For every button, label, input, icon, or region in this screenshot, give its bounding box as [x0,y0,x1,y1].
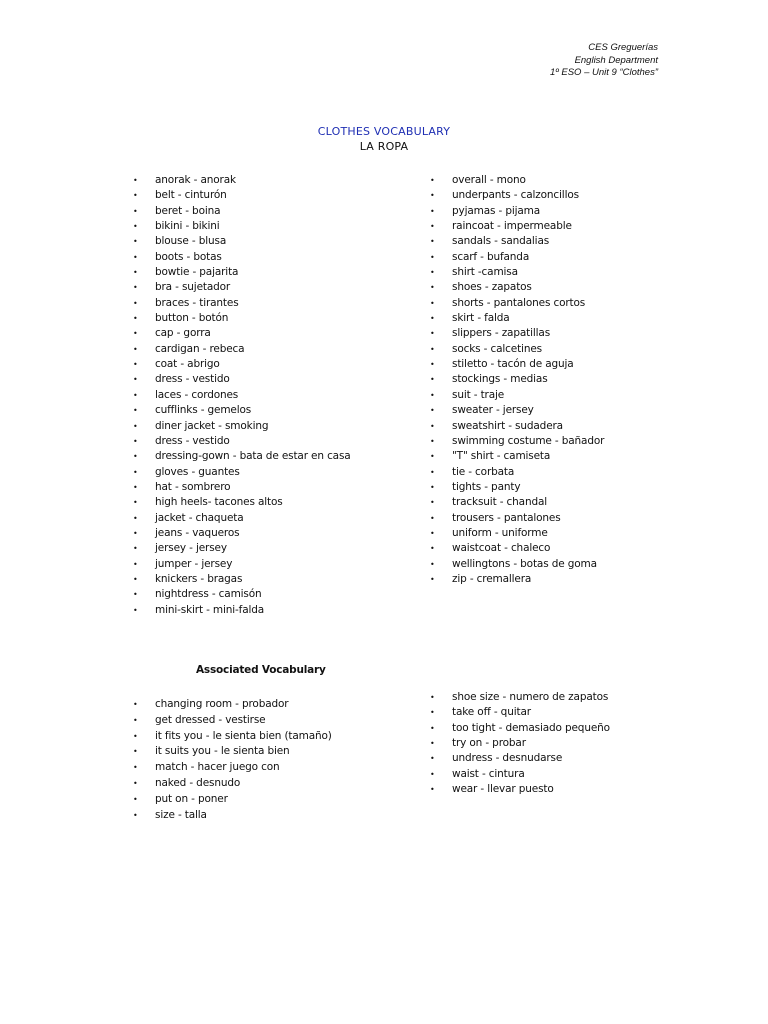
vocab-entry: tights - panty [452,480,521,493]
vocab-entry: shoes - zapatos [452,281,532,294]
list-item [133,419,351,434]
bullet-icon: • [133,406,138,416]
vocab-entry: sandals - sandalias [452,235,550,248]
vocab-entry: scarf - bufanda [452,250,530,263]
list-item [133,434,351,449]
bullet-icon: • [133,467,138,477]
bullet-icon: • [133,176,138,185]
list-item [430,326,604,341]
list-item [430,526,604,541]
vocab-entry: mini-skirt - mini-falda [155,603,265,616]
vocab-entry: changing room - probador [155,698,289,710]
list-item [133,557,351,572]
list-item [430,357,604,372]
list-item [430,782,610,797]
clothes-list-left [133,173,351,618]
vocab-entry: it fits you - le sienta bien (tamaño) [155,729,332,742]
vocab-entry: pyjamas - pijama [452,204,541,217]
vocab-entry: match - hacer juego con [155,761,280,774]
bullet-icon: • [133,559,138,569]
bullet-icon: • [133,590,138,600]
list-item [430,736,610,751]
list-item [133,713,332,729]
unit-label: 1º ESO – Unit 9 “Clothes” [549,67,658,78]
list-item [430,265,604,280]
bullet-icon: • [133,191,138,201]
list-item [430,495,604,510]
list-item [133,511,351,526]
vocab-entry: wellingtons - botas de goma [452,557,597,570]
associated-vocabulary-heading: Associated Vocabulary [196,664,326,676]
vocab-entry: jersey - jersey [155,542,227,555]
list-item [430,280,604,295]
list-item [430,419,604,434]
bullet-icon: • [133,498,138,508]
list-item [430,557,604,572]
vocab-entry: size - talla [155,808,207,821]
list-item [430,188,604,203]
list-item [430,767,610,782]
vocab-entry: button - botón [155,312,229,325]
vocab-entry: raincoat - impermeable [452,220,572,233]
vocab-entry: tie - corbata [452,465,515,478]
list-item [133,326,351,341]
bullet-icon: • [430,298,435,308]
vocab-entry: tracksuit - chandal [452,496,548,509]
bullet-icon: • [430,406,435,416]
list-item [430,388,604,403]
list-item [133,449,351,464]
vocab-entry: trousers - pantalones [452,511,561,524]
vocab-entry: coat - abrigo [155,358,220,371]
vocab-entry: wear - llevar puesto [452,783,554,796]
bullet-icon: • [430,375,435,385]
list-item [133,480,351,495]
list-item [430,250,604,265]
vocab-entry: shirt -camisa [452,266,518,279]
vocab-entry: take off - quitar [452,706,531,719]
vocab-entry: diner jacket - smoking [155,419,269,432]
vocab-entry: suit - traje [452,388,505,401]
list-item [133,541,351,556]
list-item [133,280,351,295]
vocab-entry: put on - poner [155,792,228,805]
associated-list-left [133,697,332,823]
vocab-entry: dress - vestido [155,373,230,386]
list-item [133,234,351,249]
list-item [133,311,351,326]
list-item [430,173,604,188]
bullet-icon: • [430,283,435,293]
list-item [133,697,332,713]
list-item [430,311,604,326]
bullet-icon: • [430,528,435,538]
vocab-entry: stockings - medias [452,373,548,386]
vocab-entry: it suits you - le sienta bien [155,745,290,758]
vocab-entry: stiletto - tacón de aguja [452,358,574,371]
vocab-entry: zip - cremallera [452,572,532,585]
bullet-icon: • [430,222,435,232]
list-item [430,449,604,464]
list-item [430,480,604,495]
vocab-entry: skirt - falda [452,312,510,325]
bullet-icon: • [133,360,138,370]
bullet-icon: • [133,436,138,446]
bullet-icon: • [133,605,138,615]
vocab-entry: anorak - anorak [155,174,236,186]
bullet-icon: • [133,298,138,308]
bullet-icon: • [133,574,138,584]
vocab-entry: sweatshirt - sudadera [452,419,563,432]
vocab-entry: high heels- tacones altos [155,496,283,509]
vocab-entry: bowtie - pajarita [155,266,239,279]
vocab-entry: boots - botas [155,250,222,263]
bullet-icon: • [133,237,138,247]
bullet-icon: • [133,421,138,431]
bullet-icon: • [430,574,435,584]
bullet-icon: • [133,528,138,538]
list-item [133,572,351,587]
bullet-icon: • [133,715,138,725]
bullet-icon: • [133,763,138,773]
vocab-entry: belt - cinturón [155,189,227,202]
bullet-icon: • [430,559,435,569]
bullet-icon: • [133,222,138,232]
vocab-entry: bra - sujetador [155,281,231,294]
vocab-entry: "T" shirt - camiseta [452,450,551,463]
vocab-entry: too tight - demasiado pequeño [452,721,610,734]
vocab-entry: knickers - bragas [155,572,243,585]
bullet-icon: • [430,390,435,400]
vocab-entry: slippers - zapatillas [452,327,551,340]
list-item [430,721,610,736]
page-title [0,124,768,154]
list-item [133,188,351,203]
bullet-icon: • [133,482,138,492]
bullet-icon: • [133,810,138,820]
bullet-icon: • [133,700,138,709]
bullet-icon: • [133,544,138,554]
vocab-entry: underpants - calzoncillos [452,189,579,202]
list-item [430,296,604,311]
list-item [133,744,332,760]
list-item [133,265,351,280]
list-item [133,250,351,265]
bullet-icon: • [133,731,138,741]
vocab-entry: jumper - jersey [155,557,233,570]
associated-list-right [430,690,610,797]
vocab-entry: try on - probar [452,737,526,750]
bullet-icon: • [430,498,435,508]
bullet-icon: • [430,252,435,262]
bullet-icon: • [133,778,138,788]
vocab-entry: waistcoat - chaleco [452,542,551,555]
title-main: CLOTHES VOCABULARY [317,125,451,138]
vocab-entry: gloves - guantes [155,465,240,478]
list-item [133,587,351,602]
vocab-entry: nightdress - camisón [155,588,262,601]
list-item [133,808,332,824]
vocab-entry: jeans - vaqueros [155,526,240,539]
bullet-icon: • [133,747,138,757]
list-item [133,526,351,541]
list-item [133,372,351,387]
bullet-icon: • [430,544,435,554]
vocab-entry: hat - sombrero [155,480,231,493]
list-item [430,751,610,766]
vocab-entry: sweater - jersey [452,404,534,417]
bullet-icon: • [430,739,435,749]
list-item [430,434,605,449]
list-item [133,403,351,418]
vocab-entry: waist - cintura [452,767,525,780]
vocab-entry: undress - desnudarse [452,752,563,765]
vocab-entry: uniform - uniforme [452,526,548,539]
bullet-icon: • [430,237,435,247]
list-item [430,204,604,219]
list-item [430,690,610,705]
list-item [133,296,351,311]
bullet-icon: • [133,329,138,339]
vocab-entry: bikini - bikini [155,220,220,233]
bullet-icon: • [430,191,435,201]
vocab-entry: cap - gorra [155,327,211,340]
list-item [133,219,351,234]
list-item [133,342,351,357]
bullet-icon: • [430,421,435,431]
vocab-entry: get dressed - vestirse [155,713,266,726]
list-item [430,465,604,480]
bullet-icon: • [133,452,138,462]
list-item [430,372,604,387]
vocab-entry: overall - mono [452,174,526,186]
bullet-icon: • [133,344,138,354]
vocab-entry: cufflinks - gemelos [155,404,252,417]
list-item [430,234,604,249]
bullet-icon: • [430,467,435,477]
bullet-icon: • [430,754,435,764]
vocab-entry: cardigan - rebeca [155,342,245,355]
bullet-icon: • [430,482,435,492]
school-name: CES Greguerías [588,42,658,53]
bullet-icon: • [133,375,138,385]
bullet-icon: • [430,693,435,702]
bullet-icon: • [430,344,435,354]
list-item [133,388,351,403]
list-item [133,760,332,776]
vocab-entry: beret - boina [155,204,221,217]
vocab-entry: swimming costume - bañador [452,434,605,447]
bullet-icon: • [430,329,435,339]
bullet-icon: • [133,794,138,804]
list-item [133,776,332,792]
bullet-icon: • [133,206,138,216]
list-item [133,495,351,510]
bullet-icon: • [133,252,138,262]
vocab-entry: braces - tirantes [155,296,239,309]
vocab-entry: shoe size - numero de zapatos [452,691,609,703]
title-sub: LA ROPA [359,140,409,153]
clothes-list-right [430,173,605,587]
bullet-icon: • [430,708,435,718]
bullet-icon: • [133,390,138,400]
list-item [133,465,351,480]
vocab-entry: naked - desnudo [155,776,241,789]
vocab-entry: dressing-gown - bata de estar en casa [155,450,351,463]
department-name: English Department [574,54,658,66]
vocab-entry: jacket - chaqueta [155,511,244,524]
list-item [430,219,604,234]
list-item [133,729,332,745]
list-item [430,572,604,587]
bullet-icon: • [133,314,138,324]
bullet-icon: • [430,785,435,795]
bullet-icon: • [430,513,435,523]
list-item [430,342,604,357]
bullet-icon: • [133,513,138,523]
vocab-entry: blouse - blusa [155,235,227,248]
vocab-entry: laces - cordones [155,388,239,401]
vocab-entry: dress - vestido [155,434,230,447]
bullet-icon: • [430,436,435,446]
bullet-icon: • [133,268,138,278]
bullet-icon: • [430,452,435,462]
bullet-icon: • [430,769,435,779]
list-item [430,541,604,556]
list-item [430,403,604,418]
bullet-icon: • [133,283,138,293]
list-item [133,603,351,618]
list-item [133,173,351,188]
bullet-icon: • [430,360,435,370]
list-item [430,705,610,720]
list-item [430,511,604,526]
bullet-icon: • [430,723,435,733]
bullet-icon: • [430,314,435,324]
list-item [133,792,332,808]
vocab-entry: socks - calcetines [452,342,542,355]
bullet-icon: • [430,206,435,216]
list-item [133,204,351,219]
document-header [550,42,658,80]
bullet-icon: • [430,176,435,185]
list-item [133,357,351,372]
vocab-entry: shorts - pantalones cortos [452,296,586,309]
bullet-icon: • [430,268,435,278]
